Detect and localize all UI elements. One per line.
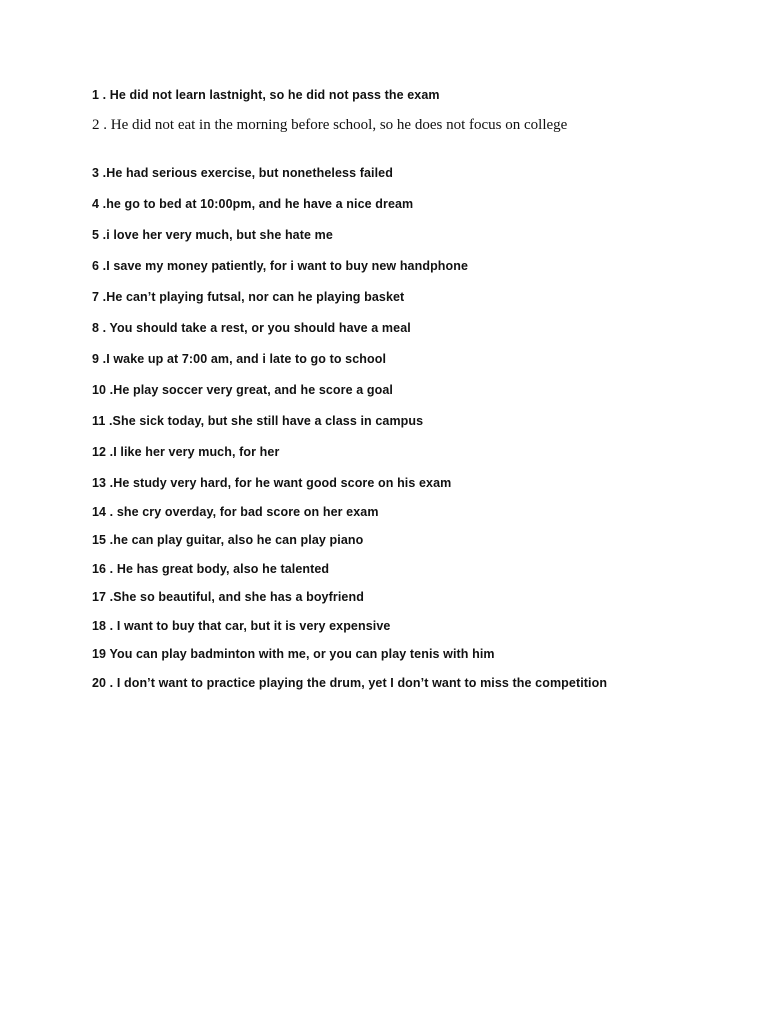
sentence-2: 2 . He did not eat in the morning before school, so he does not focus on college — [92, 117, 568, 133]
sentence-20: 20 . I don’t want to practice playing the drum, yet I don’t want to miss the competition — [92, 676, 608, 690]
sentence-1: 1 . He did not learn lastnight, so he did not pass the exam — [92, 88, 440, 102]
sentence-3: 3 .He had serious exercise, but nonetheless failed — [92, 166, 393, 180]
sentence-16: 16 . He has great body, also he talented — [92, 562, 330, 576]
sentence-19: 19 You can play badminton with me, or you can play tenis with him — [92, 647, 495, 661]
sentence-10: 10 .He play soccer very great, and he score a goal — [92, 383, 393, 397]
sentence-17: 17 .She so beautiful, and she has a boyfriend — [92, 590, 364, 604]
sentence-8: 8 . You should take a rest, or you should have a meal — [92, 321, 411, 335]
sentence-6: 6 .I save my money patiently, for i want to buy new handphone — [92, 259, 469, 273]
sentence-7: 7 .He can’t playing futsal, nor can he playing basket — [92, 290, 405, 304]
sentence-15: 15 .he can play guitar, also he can play piano — [92, 533, 364, 547]
sentence-11: 11 .She sick today, but she still have a class in campus — [92, 414, 424, 428]
sentence-14: 14 . she cry overday, for bad score on her exam — [92, 505, 379, 519]
sentence-9: 9 .I wake up at 7:00 am, and i late to go to school — [92, 352, 387, 366]
sentence-4: 4 .he go to bed at 10:00pm, and he have a nice dream — [92, 197, 414, 211]
sentence-18: 18 . I want to buy that car, but it is very expensive — [92, 619, 391, 633]
sentence-13: 13 .He study very hard, for he want good score on his exam — [92, 476, 452, 490]
sentence-5: 5 .i love her very much, but she hate me — [92, 228, 333, 242]
sentence-12: 12 .I like her very much, for her — [92, 445, 280, 459]
